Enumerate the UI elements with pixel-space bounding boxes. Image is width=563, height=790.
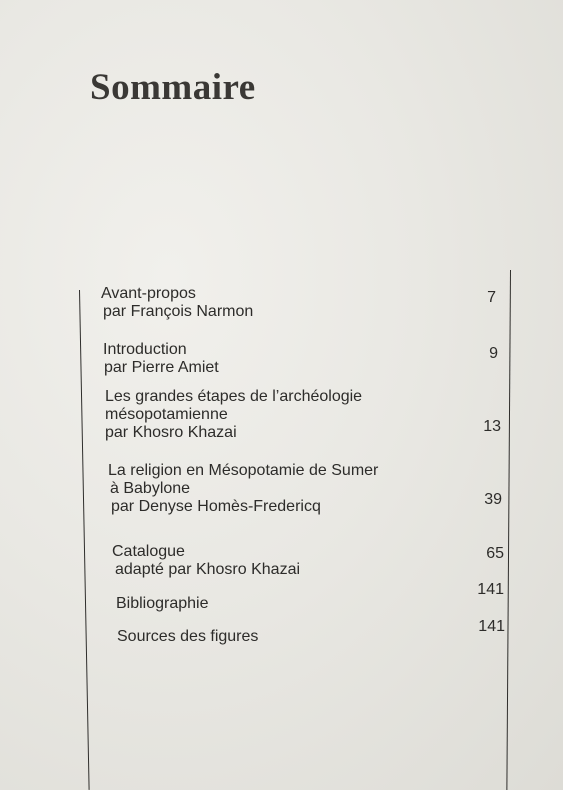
toc-page-number: 141 — [477, 581, 504, 598]
toc-entry-title: Les grandes étapes de l’archéologie — [105, 388, 363, 405]
toc-entry-title-cont: à Babylone — [110, 480, 191, 497]
toc-entry-sources-figures — [117, 628, 258, 646]
toc-entry-author: par Denyse Homès-Fredericq — [111, 498, 321, 515]
toc-entry-author: par Khosro Khazai — [105, 424, 237, 441]
toc-page-number: 65 — [486, 545, 504, 562]
toc-entry-author: par François Narmon — [103, 303, 254, 320]
toc-entry-bibliographie — [116, 595, 209, 613]
left-rule — [79, 290, 90, 790]
toc-entry-title: Sources des figures — [117, 628, 259, 645]
toc-entry-author: adapté par Khosro Khazai — [115, 561, 301, 578]
toc-entry-title: Introduction — [103, 341, 187, 358]
toc-entry-grandes-etapes — [105, 388, 362, 442]
toc-entry-religion — [108, 462, 378, 516]
toc-entry-catalogue — [112, 543, 300, 579]
toc-entry-avant-propos — [101, 285, 253, 321]
toc-entry-title: Catalogue — [112, 543, 185, 560]
toc-entry-title: La religion en Mésopotamie de Sumer — [108, 462, 379, 479]
toc-page-number: 39 — [484, 491, 502, 508]
toc-entry-introduction — [103, 341, 219, 377]
toc-page-number: 7 — [487, 289, 496, 306]
right-rule — [506, 270, 511, 790]
toc-entry-author: par Pierre Amiet — [104, 359, 219, 376]
toc-entry-title: Avant-propos — [101, 285, 196, 302]
toc-page-number: 9 — [489, 345, 498, 362]
toc-page-number: 141 — [478, 618, 505, 635]
toc-page-number: 13 — [483, 418, 501, 435]
toc-entry-title: Bibliographie — [116, 595, 209, 612]
toc-entry-title-cont: mésopotamienne — [105, 406, 228, 423]
page-title: Sommaire — [90, 67, 256, 108]
